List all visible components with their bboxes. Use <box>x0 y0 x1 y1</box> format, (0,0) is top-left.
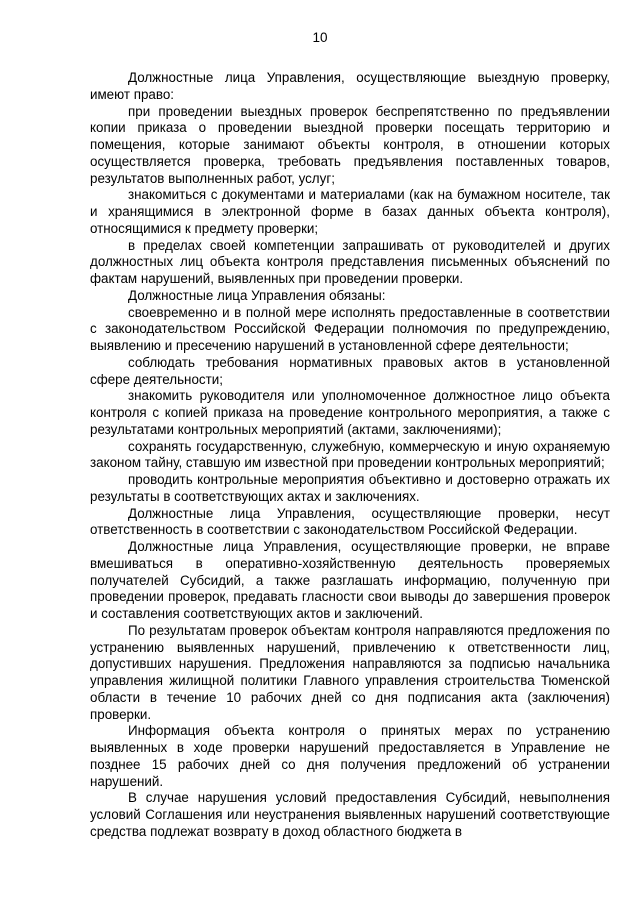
paragraph: проводить контрольные мероприятия объективно и достоверно отражать их результаты в соответствующих актах и заключениях. <box>90 472 610 504</box>
paragraph: знакомиться с документами и материалами (как на бумажном носителе, так и хранящимися в электронной форме в базах данных объекта контроля), относящимися к предмету проверки; <box>90 187 610 236</box>
paragraph: Должностные лица Управления обязаны: <box>128 287 386 303</box>
paragraph: сохранять государственную, служебную, коммерческую и иную охраняемую законом тайну, ставшую им известной при проведении контрольных мероприятий; <box>90 438 610 471</box>
paragraph: Должностные лица Управления, осуществляющие проверки, не вправе вмешиваться в оперативно-хозяйственную деятельность проверяемых получателей Субсидий, а также разглашать информацию, полученную при проведении проверок, предавать гласности свои выводы до завершения проверок и составления соответствующих актов и заключений. <box>90 539 610 621</box>
paragraph: при проведении выездных проверок беспрепятственно по предъявлении копии приказа о проведении выездной проверки посещать территорию и помещения, которые занимают объекты контроля, в отношении которых осуществляется проверка, требовать предъявления поставленных товаров, результатов выполненных работ, услуг; <box>90 103 610 186</box>
paragraph: В случае нарушения условий предоставления Субсидий, невыполнения условий Соглашения или неустранения выявленных нарушений соответствующие средства подлежат возврату в доход областного бюджета в <box>90 790 610 839</box>
paragraph: Информация объекта контроля о принятых мерах по устранению выявленных в ходе проверки нарушений предоставляется в Управление не позднее 15 рабочих дней со дня получения предложений об устранении нарушений. <box>90 723 610 789</box>
body-text <box>90 70 610 841</box>
paragraph: своевременно и в полной мере исполнять предоставленные в соответствии с законодательством Российской Федерации полномочия по предупреждению, выявлению и пресечению нарушений в установленной сфере деятельности; <box>90 304 610 353</box>
page-number: 10 <box>312 30 328 45</box>
paragraph: Должностные лица Управления, осуществляющие проверки, несут ответственность в соответствии с законодательством Российской Федерации. <box>90 505 610 538</box>
paragraph: соблюдать требования нормативных правовых актов в установленной сфере деятельности; <box>90 354 610 387</box>
paragraph: По результатам проверок объектам контроля направляются предложения по устранению выявленных нарушений, привлечению к ответственности лиц, допустивших нарушения. Предложения направляются за подписью начальника управления жилищной политики Главного управления строительства Тюменской области в течение 10 рабочих дней со дня подписания акта (заключения) проверки. <box>90 622 610 722</box>
paragraph: Должностные лица Управления, осуществляющие выездную проверку, имеют право: <box>90 70 610 102</box>
paragraph: в пределах своей компетенции запрашивать от руководителей и других должностных лиц объекта контроля представления письменных объяснений по фактам нарушений, выявленных при проведении проверки. <box>90 237 610 286</box>
paragraph: знакомить руководителя или уполномоченное должностное лицо объекта контроля с копией приказа на проведение контрольного мероприятия, а также с результатами контрольных мероприятий (актами, заключениями); <box>90 388 610 437</box>
